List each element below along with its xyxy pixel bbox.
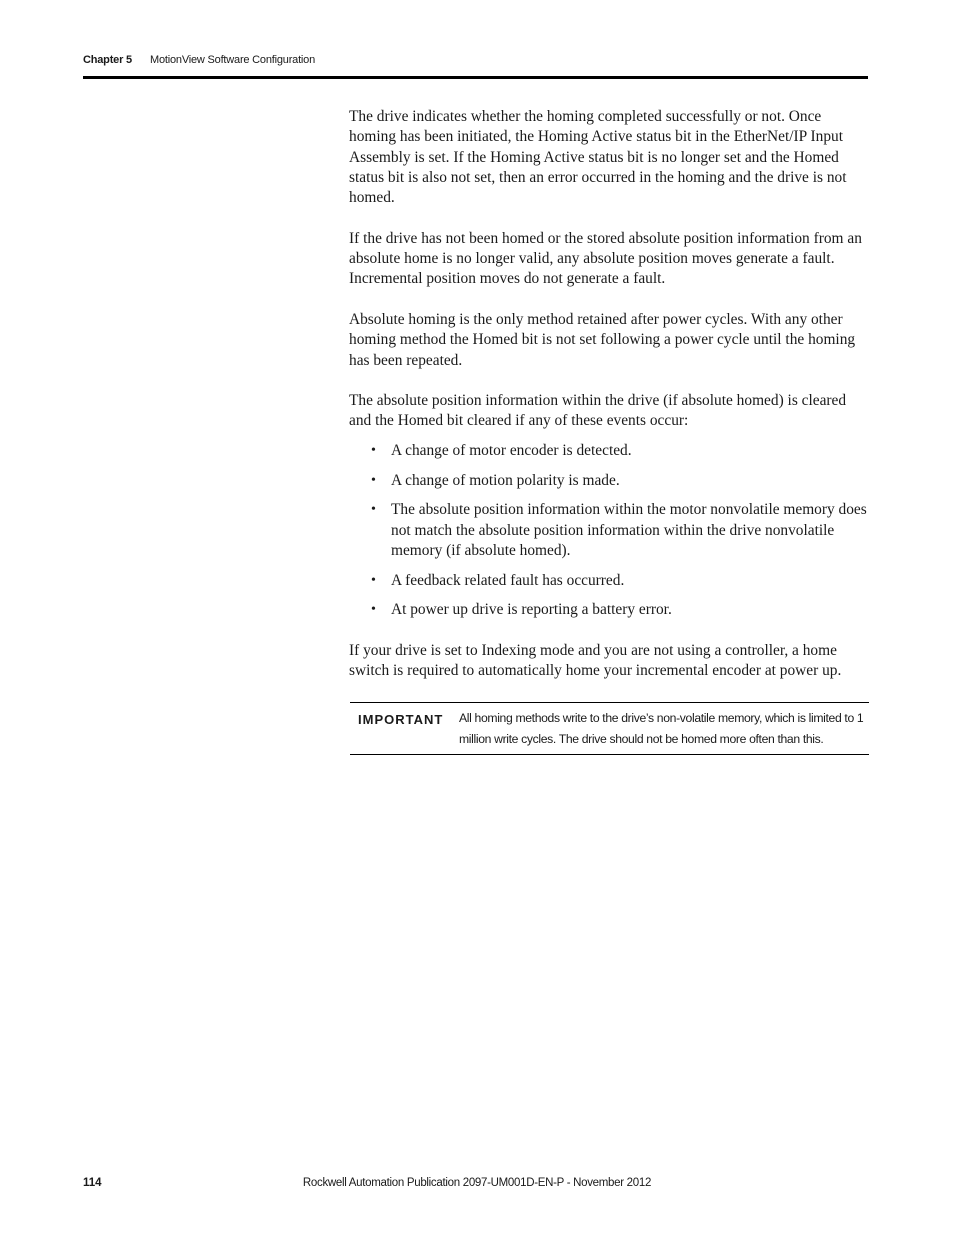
bullet-icon: • bbox=[371, 602, 376, 618]
bullet-icon: • bbox=[371, 472, 376, 488]
publication-info: Rockwell Automation Publication 2097-UM001D-EN-P - November 2012 bbox=[302, 1177, 652, 1189]
list-item bbox=[349, 600, 870, 620]
list-item-text: The absolute position information within the motor nonvolatile memory does not match the absolute position information within the drive nonvolatile memory (if absolute homed). bbox=[391, 501, 867, 560]
paragraph-homing-status: The drive indicates whether the homing completed successfully or not. Once homing has been initiated, the Homing Active status bit in the EtherNet/IP Input Assembly is set. If the Homing Active status bit is no longer set and the Homed status bit is also not set, then an error occurred in the homing and the drive is not homed. bbox=[349, 108, 847, 207]
list-item bbox=[349, 441, 870, 461]
section-title: MotionView Software Configuration bbox=[150, 54, 316, 66]
bullet-icon: • bbox=[371, 502, 376, 518]
paragraph-clear-events: The absolute position information within the drive (if absolute homed) is cleared and the Homed bit cleared if any of these events occur: bbox=[349, 392, 847, 430]
paragraph-absolute-homing: Absolute homing is the only method retained after power cycles. With any other homing method the Homed bit is not set following a power cycle until the homing has been repeated. bbox=[349, 310, 856, 369]
list-item-text: A change of motor encoder is detected. bbox=[391, 442, 632, 460]
body-content bbox=[349, 107, 870, 701]
list-item bbox=[349, 471, 870, 491]
list-item bbox=[349, 571, 870, 591]
list-item-text: A change of motion polarity is made. bbox=[391, 471, 620, 489]
important-label: IMPORTANT bbox=[358, 712, 444, 727]
paragraph-indexing-mode: If your drive is set to Indexing mode and you are not using a controller, a home switch is required to automatically home your incremental encoder at power up. bbox=[349, 641, 842, 679]
important-text: All homing methods write to the drive’s non-volatile memory, which is limited to 1 million write cycles. The drive should not be homed more often than this. bbox=[459, 711, 864, 746]
list-item-text: At power up drive is reporting a battery error. bbox=[391, 601, 672, 619]
list-item-text: A feedback related fault has occurred. bbox=[391, 571, 625, 589]
important-note-box bbox=[350, 702, 869, 755]
bullet-icon: • bbox=[371, 572, 376, 588]
chapter-label: Chapter 5 bbox=[83, 54, 132, 66]
bullet-icon: • bbox=[371, 443, 376, 459]
list-item bbox=[349, 500, 870, 561]
page-header bbox=[83, 52, 868, 79]
events-list bbox=[349, 441, 870, 620]
paragraph-not-homed-fault: If the drive has not been homed or the stored absolute position information from an absolute home is no longer valid, any absolute position moves generate a fault. Incremental position moves do not generate a fault. bbox=[349, 229, 862, 288]
page-number: 114 bbox=[83, 1177, 102, 1189]
